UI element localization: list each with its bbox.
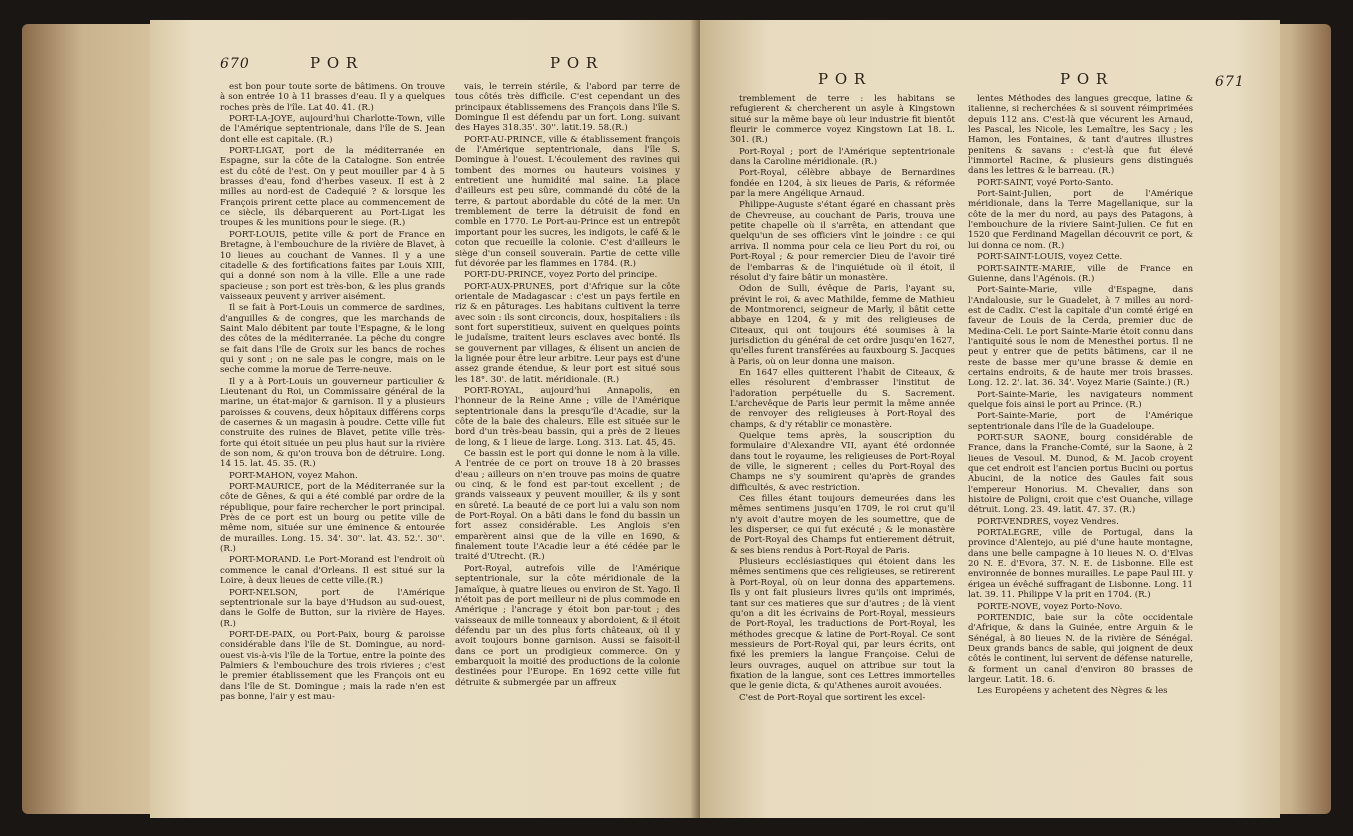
entry-paragraph: PORT-MAHON, voyez Mahon. <box>229 470 358 481</box>
entry-paragraph: Port-Royal, célèbre abbaye de Bernardines fondée en 1204, à six lieues de Paris, & réformée par la mere Angélique Arnaud. <box>730 168 955 200</box>
left-page-column-1 <box>220 82 445 824</box>
entry-paragraph: PORT-DE-PAIX, ou Port-Paix, bourg & paroisse considérable dans l'île de St. Domingue, au nord-ouest vis-à-vis l'île de la Tortue, entre la pointe des Palmiers & l'embouchure des trois rivieres ; c'est le premier établissement que les François ont eu dans l'île de St. Domingue ; mais la rade n'en est pas bonne, l'air y est mau- <box>220 629 445 702</box>
entry-paragraph: Port-Saint-Julien, port de l'Amérique méridionale, dans la Terre Magellanique, sur la côte de la mer du nord, au pays des Patagons, à l'embouchure de la riviere Saint-Julien. Ce fut en 1520 que Ferdinand Magellan découvrit ce port, & lui donna ce nom. (R.) <box>968 189 1193 251</box>
entry-paragraph: Les Européens y achetent des Nègres & les <box>977 686 1168 697</box>
running-head-left-col1: P O R <box>310 54 359 72</box>
entry-paragraph: Port-Sainte-Marie, les navigateurs nomment quelque fois ainsi le port au Prince. (R.) <box>968 389 1193 410</box>
entry-paragraph: Port-Royal ; port de l'Amérique septentrionale dans la Caroline méridionale. (R.) <box>730 146 955 168</box>
entry-paragraph: PORT-AU-PRINCE, ville & établissement françois de l'Amérique septentrionale, dans l'île S. Domingue à l'ouest. L'écoulement des ravines qui tombent des mornes ou hauteurs voisines y entretient une humidité mal saine. La place d'ailleurs est peu sûre, commandé du côté de la terre, & partout abordable du côté de la mer. Un tremblement de terre la détruisit de fond en comble en 1770. Le Port-au-Prince est un entrepôt important pour les sucres, les indigots, le café & le coton que recueille la colonie. C'est d'ailleurs le siège d'un conseil souverain. Partie de cette ville fut dévorée par les flammes en 1784. (R.) <box>455 134 680 269</box>
right-page-column-2 <box>968 94 1193 836</box>
entry-paragraph: Ces filles étant toujours demeurées dans les mêmes sentimens jusqu'en 1709, le roi crut qu'il n'y avoit d'autre moyen de les soumettre, que de les disperser, ce qui fut exécuté ; & le monastère de Port-Royal des Champs fut entierement détruit, & ses biens rendus à Port-Royal de Paris. <box>730 494 955 556</box>
entry-paragraph: Il y a à Port-Louis un gouverneur particulier & Lieutenant du Roi, un Commissaire général de la marine, un état-major & garnison. Il y a plusieurs paroisses & couvens, deux hôpitaux différens corps de casernes & un magasin à poudre. Cette ville fut construite des ruines de Blavet, petite ville très-forte qui étoit située un peu plus haut sur la rivière de son nom, & qu'on trouva bon de détruire. Long. 14 15. lat. 45. 35. (R.) <box>220 376 445 470</box>
entry-paragraph: Ce bassin est le port qui donne le nom à la ville. A l'entrée de ce port on trouve 18 à 20 brasses d'eau ; ailleurs on n'en trouve pas moins de quatre ou cinq, & le fond est par-tout excellent ; de grands vaisseaux y peuvent mouiller, & ils y sont en sûreté. La beauté de ce port lui a valu son nom de Port-Royal. On a bâti dans le fond du bassin un fort assez considérable. Les Anglois s'en emparèrent ainsi que de la ville en 1690, & finalement toute l'Acadie leur a été cédée par le traité d'Utrecht. (R.) <box>455 449 680 563</box>
running-head-right-col1: P O R <box>818 70 867 88</box>
entry-paragraph: PORT-DU-PRINCE, voyez Porto del principe. <box>464 270 658 281</box>
entry-paragraph: PORT-LIGAT, port de la méditerranée en Espagne, sur la côte de la Catalogne. Son entrée est du côté de l'est. On y peut mouiller par 4 à 5 brasses d'eau, fond d'herbes vaseux. Il est à 2 milles au nord-est de Cadequié ? & lorsque les François prirent cette place au commencement de ce siècle, ils débarquerent au Port-Ligat les troupes & les munitions pour le siege. (R.) <box>220 146 445 229</box>
entry-paragraph: PORT-ROYAL, aujourd'hui Annapolis, en l'honneur de la Reine Anne ; ville de l'Amérique septentrionale dans la presqu'île d'Acadie, sur la côte de la baie des chaleurs. Elle est située sur le bord d'un très-beau bassin, qui a près de 2 lieues de long, & 1 lieue de large. Long. 313. Lat. 45, 45. <box>455 385 680 448</box>
entry-paragraph: En 1647 elles quitterent l'habit de Citeaux, & elles résolurent d'embrasser l'institut de l'adoration perpétuelle du S. Sacrement. L'archevêque de Paris leur permit la même année de renvoyer des religieuses à Port-Royal des champs, & d'y rétablir ce monastère. <box>730 367 955 430</box>
entry-paragraph: PORTENDIC, baie sur la côte occidentale d'Afrique, & dans la Guinée, entre Arguin & le Sénégal, à 80 lieues N. de la rivière de Sénégal. Deux grands bancs de sable, qui joignent de deux côtés le continent, lui servent de défense naturelle, & forment un canal d'environ 80 brasses de largeur. Latit. 18. 6. <box>968 612 1193 685</box>
running-head-left-col2: P O R <box>550 54 599 72</box>
entry-paragraph: vais, le terrein stérile, & l'abord par terre de tous côtés très difficile. C'est cependant un des principaux établissemens des François dans l'île S. Domingue Il est défendu par un fort. Long. suivant des Hayes 318.35'. 30''. latit.19. 58.(R.) <box>455 82 680 134</box>
entry-paragraph: PORT-SAINT-LOUIS, voyez Cette. <box>977 252 1123 263</box>
entry-paragraph: PORT-VENDRES, voyez Vendres. <box>977 516 1119 527</box>
right-page <box>700 20 1280 818</box>
entry-paragraph: Port-Royal, autrefois ville de l'Amérique septentrionale, sur la côte méridionale de la Jamaïque, à quatre lieues ou environ de St. Yago. Il n'étoit pas de port meilleur ni de plus commode en Amérique ; l'ancrage y étoit bon par-tout ; des vaisseaux de mille tonneaux y abordoient, & il étoit défendu par un des plus forts châteaux, où il y avoit toujours bonne garnison. Aussi se faisoit-il dans ce port un prodigieux commerce. On y embarquoit la moitié des productions de la colonie destinées pour l'Europe. En 1692 cette ville fut détruite & submergée par un affreux <box>455 563 680 688</box>
entry-paragraph: Port-Sainte-Marie, port de l'Amérique septentrionale dans l'île de la Guadeloupe. <box>968 411 1193 432</box>
entry-paragraph: lentes Méthodes des langues grecque, latine & italienne, si recherchées & si souvent réimprimées depuis 112 ans. C'est-là que vécurent les Arnaud, les Pascal, les Nicole, les Lemaître, les Sacy ; les Hamon, les Fontaines, & tant d'autres illustres penitens & savans : c'est-là que fut élevé l'immortel Racine, & plusieurs gens distingués dans les lettres & le barreau. (R.) <box>968 94 1193 177</box>
entry-paragraph: Odon de Sulli, évêque de Paris, l'ayant su, prévint le roi, & avec Mathilde, femme de Mathieu de Montmorenci, seigneur de Marly, il bâtit cette abbaye en 1204, & y mit des religieuses de Citeaux, qui ont toujours été soumises à la jurisdiction du général de cet ordre jusqu'en 1627, qu'elles furent transférées au fauxbourg S. Jacques à Paris, où on leur donna une maison. <box>730 284 955 367</box>
entry-paragraph: tremblement de terre : les habitans se refugierent & chercherent un asyle à Kingstown situé sur la même baye où leur industrie fit bientôt fleurir le commerce voyez Kingstown Lat 18. L. 301. (R.) <box>730 94 955 146</box>
entry-paragraph: PORT-LOUIS, petite ville & port de France en Bretagne, à l'embouchure de la rivière de Blavet, à 10 lieues au couchant de Vannes. Il y a une citadelle & des fortifications faites par Louis XIII, qui a donné son nom à la ville. Elle a une rade spacieuse ; son port est très-bon, & les plus grands vaisseaux peuvent y arriver aisément. <box>220 229 445 302</box>
entry-paragraph: Port-Sainte-Marie, ville d'Espagne, dans l'Andalousie, sur le Guadelet, à 7 milles au nord-est de Cadix. C'est la capitale d'un comté érigé en faveur de Louis de la Cerda, premier duc de Medina-Celi. Le port Sainte-Marie étoit connu dans l'antiquité sous le nom de Menesthei portus. Il ne peut y entrer que de petits bâtimens, car il ne reste de basse mer qu'une brasse & demie en certains endroits, & de haute mer trois brasses. Long. 12. 2'. lat. 36. 34'. Voyez Marie (Sainte.) (R.) <box>968 285 1193 389</box>
left-page-column-2 <box>455 82 680 824</box>
entry-paragraph: PORT-SAINTE-MARIE, ville de France en Guienne, dans l'Agénois. (R.) <box>968 263 1193 284</box>
entry-paragraph: Plusieurs ecclésiastiques qui étoient dans les mêmes sentimens que ces religieuses, se retirerent à Port-Royal, où on leur donna des appartemens. Ils y ont fait plusieurs livres qu'ils ont imprimés, tant sur ces matieres que sur d'autres ; de là vient qu'on a dit les écrivains de Port-Royal, messieurs de Port-Royal, les traductions de Port-Royal, les méthodes grecque & latine de Port-Royal. Ce sont messieurs de Port-Royal qui, par leurs écrits, ont fixé les premiers la langue Françoise. Celui de leurs ouvrages, auquel on attribue sur tout la fixation de la langue, sont ces Lettres immortelles que le genie dicta, & qu'Athenes auroit avouées. <box>730 557 955 692</box>
entry-paragraph: PORTE-NOVE, voyez Porto-Novo. <box>977 601 1123 612</box>
page-number-right: 671 <box>1215 74 1245 90</box>
left-page <box>150 20 700 818</box>
running-head-right-col2: P O R <box>1060 70 1109 88</box>
entry-paragraph: PORT-AUX-PRUNES, port d'Afrique sur la côte orientale de Madagascar : c'est un pays fertile en riz & en pâturages. Les habitans cultivent la terre avec soin : ils sont circoncis, doux, hospitaliers : ils sont fort superstitieux, suivent en quelques points le judaïsme, traitent leurs esclaves avec bonté. Ils se gouvernent par villages, & élisent un ancien de la lignée pour être leur arbitre. Leur pays est d'une assez grande étendue, & leur port est situé sous les 18°. 30'. de latit. méridionale. (R.) <box>455 281 680 385</box>
entry-paragraph: PORT-LA-JOYE, aujourd'hui Charlotte-Town, ville de l'Amérique septentrionale, dans l'île de S. Jean dont elle est capitale. (R.) <box>220 114 445 145</box>
entry-paragraph: PORT-NELSON, port de l'Amérique septentrionale sur la baye d'Hudson au sud-ouest, dans le Golfe de Button, sur la rivière de Hayes. (R.) <box>220 587 445 629</box>
entry-paragraph: PORT-MAURICE, port de la Méditerranée sur la côte de Gênes, & qui a été comblé par ordre de la république, pour faire rechercher le port principal. Près de ce port est un bourg ou petite ville de même nom, située sur une éminence & entourée de murailles. Long. 15. 34'. 30''. lat. 43. 52.'. 30''. (R.) <box>220 482 445 555</box>
entry-paragraph: Philippe-Auguste s'étant égaré en chassant près de Chevreuse, au couchant de Paris, trouva une petite chapelle où il s'arrêta, en attendant que quelqu'un de ses officiers vînt le joindre : ce qui arriva. Il nomma pour cela ce lieu Port du roi, ou Port-Royal ; & pour remercier Dieu de l'avoir tiré de l'embarras & de l'inquiétude où il étoit, il résolut d'y faire bâtir un monastère. <box>730 200 955 283</box>
entry-paragraph: PORTALEGRE, ville de Portugal, dans la province d'Alentejo, au pié d'une haute montagne, dans une belle campagne à 10 lieues N. O. d'Elvas 20 N. E. d'Evora, 37. N. E. de Lisbonne. Elle est environnée de bonnes murailles. Le pape Paul III. y érigea un évêché suffragant de Lisbonne. Long. 11 lat. 39. 11. Philippe V la prit en 1704. (R.) <box>968 528 1193 601</box>
right-page-column-1 <box>730 94 955 836</box>
entry-paragraph: Quelque tems après, la souscription du formulaire d'Alexandre VII, ayant été ordonnée dans tout le royaume, les religieuses de Port-Royal de ville, le signerent ; celles du Port-Royal des Champs ne s'y soumirent qu'après de grandes difficultés, & avec restriction. <box>730 431 955 493</box>
entry-paragraph: C'est de Port-Royal que sortirent les excel- <box>739 692 926 703</box>
entry-paragraph: PORT-SAINT, voyé Porto-Santo. <box>977 177 1114 188</box>
entry-paragraph: est bon pour toute sorte de bâtimens. On trouve à son entrée 10 à 11 brasses d'eau. Il y a quelques roches près de l'île. Lat 40. 41. (R.) <box>220 82 445 113</box>
page-number-left: 670 <box>220 56 250 72</box>
entry-paragraph: Il se fait à Port-Louis un commerce de sardines, d'anguilles & de congres, que les marchands de Saint Malo débitent par toute l'Espagne, & le long des côtes de la méditerranée. La pêche du congre se fait dans l'île de Groix sur les bancs de roches qui y sont ; on ne sale pas le congre, mais on le seche comme la morue de Terre-neuve. <box>220 303 445 376</box>
entry-paragraph: PORT-SUR SAONE, bourg considérable de France, dans la Franche-Comté, sur la Saone, à 2 lieues de Vesoul. M. Dunod, & M. Jacob croyent que cet endroit est l'ancien portus Bucini ou portus Abucini, de la notice des Gaules fait sous l'empereur Honorius. M. Chevalier, dans son histoire de Poligni, croit que c'est Ouanche, village détruit. Long. 23. 49. latit. 47. 37. (R.) <box>968 433 1193 516</box>
entry-paragraph: PORT-MORAND. Le Port-Morand est l'endroit où commence le canal d'Orleans. Il est situé sur la Loire, à deux lieues de cette ville.(R.) <box>220 555 445 587</box>
